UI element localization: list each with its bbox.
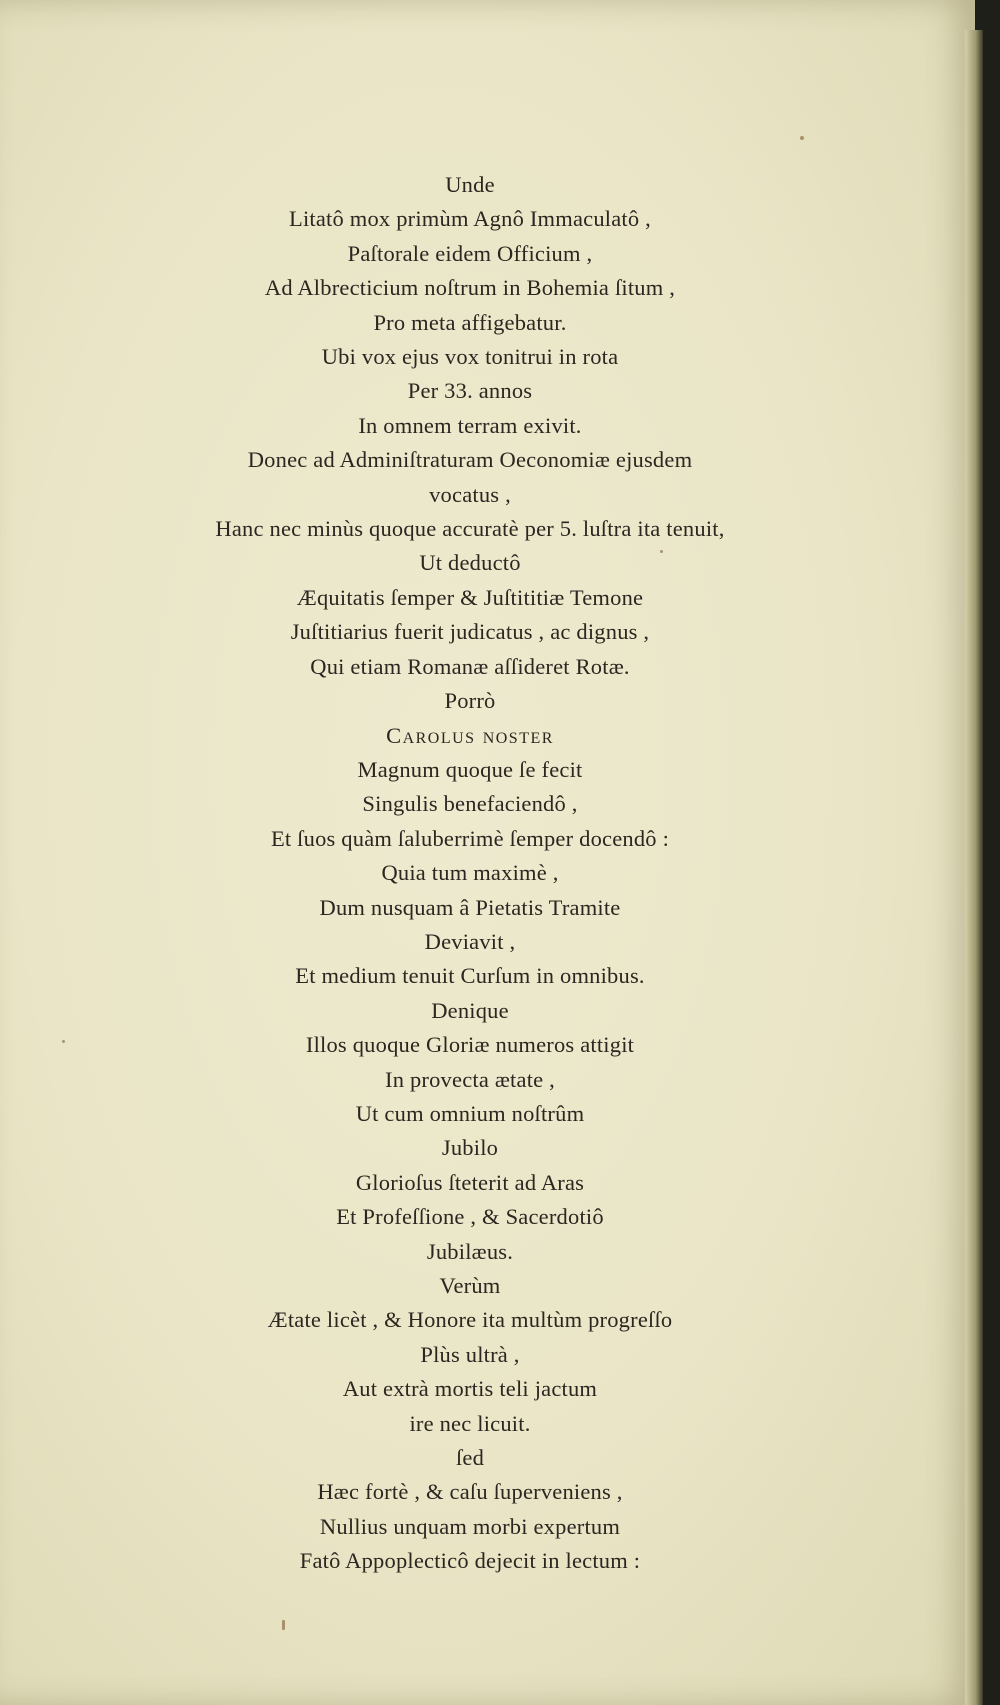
- text-line: Verùm: [439, 1273, 501, 1298]
- text-line: In provecta ætate ,: [385, 1066, 555, 1092]
- text-line: Dum nusquam â Pietatis Tramite: [319, 894, 621, 920]
- text-line: Quia tum maximè ,: [381, 860, 559, 886]
- text-line: Denique: [431, 997, 509, 1023]
- text-line: Hanc nec minùs quoque accuratè per 5. luſtra ita tenuit,: [215, 516, 725, 542]
- text-line: Ætate licèt , & Honore ita multùm progreſſo: [267, 1307, 673, 1333]
- text-line: Æquitatis ſemper & Juſtititiæ Temone: [296, 584, 644, 610]
- text-line: Porrò: [444, 688, 496, 714]
- page-text: [150, 168, 790, 1579]
- text-line: Nullius unquam morbi expertum: [319, 1513, 621, 1539]
- text-line: In omnem terram exivit.: [358, 412, 582, 438]
- text-line: Ut cum omnium noſtrûm: [355, 1100, 585, 1126]
- text-line: Qui etiam Romanæ aſſideret Rotæ.: [310, 653, 630, 679]
- name-line-smallcaps: Carolus noſter: [386, 722, 554, 748]
- text-line: ire nec licuit.: [409, 1410, 531, 1436]
- text-line: Magnum quoque ſe fecit: [357, 756, 583, 782]
- text-line: Fatô Appoplecticô dejecit in lectum :: [299, 1548, 641, 1574]
- text-line: Ubi vox ejus vox tonitrui in rota: [321, 344, 619, 370]
- text-line: Hæc fortè , & caſu ſuperveniens ,: [317, 1479, 623, 1505]
- paper-speck: [800, 136, 804, 140]
- text-line: Per 33. annos: [407, 378, 533, 404]
- text-line: Litatô mox primùm Agnô Immaculatô ,: [289, 206, 651, 232]
- text-line: Et medium tenuit Curſum in omnibus.: [295, 963, 645, 989]
- text-line: Illos quoque Gloriæ numeros attigit: [305, 1032, 635, 1058]
- text-line: Et ſuos quàm ſaluberrimè ſemper docendô :: [270, 825, 670, 851]
- text-line: Paſtorale eidem Officium ,: [347, 240, 593, 266]
- text-line: vocatus ,: [429, 481, 511, 507]
- paper-speck: [62, 1040, 65, 1043]
- text-line: Ut deductô: [419, 550, 521, 576]
- text-line: Singulis benefaciendô ,: [362, 791, 578, 817]
- text-line: Pro meta affigebatur.: [373, 309, 567, 335]
- text-line: Aut extrà mortis teli jactum: [342, 1376, 598, 1402]
- text-line: Jubilo: [441, 1135, 499, 1161]
- text-line: Juſtitiarius fuerit judicatus , ac dignus ,: [290, 619, 650, 645]
- text-line: Glorioſus ſteterit ad Aras: [355, 1169, 585, 1195]
- text-line: Jubilæus.: [426, 1238, 514, 1264]
- text-line: ſed: [455, 1445, 485, 1471]
- text-line: Et Profeſſione , & Sacerdotiô: [336, 1204, 604, 1230]
- text-line: Plùs ultrà ,: [420, 1341, 520, 1367]
- text-line: Donec ad Adminiſtraturam Oeconomiæ ejusdem: [247, 447, 693, 473]
- text-line: Ad Albrecticium noſtrum in Bohemia ſitum ,: [264, 275, 676, 301]
- paper-speck: [282, 1620, 285, 1630]
- text-line: Deviavit ,: [424, 928, 516, 954]
- text-line: Unde: [445, 172, 495, 197]
- page-edge: [965, 30, 983, 1705]
